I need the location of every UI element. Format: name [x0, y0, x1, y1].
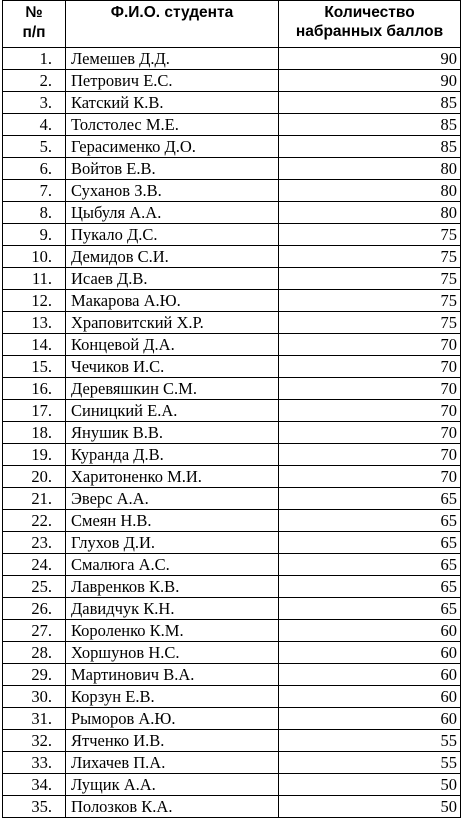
table-row	[3, 466, 461, 488]
score-cell: 60	[279, 664, 461, 686]
student-name-cell: Пукало Д.С.	[66, 224, 279, 246]
score-cell: 50	[279, 796, 461, 818]
score-cell: 65	[279, 532, 461, 554]
table-row	[3, 532, 461, 554]
row-number-cell: 22.	[3, 510, 66, 532]
student-name-cell: Суханов З.В.	[66, 180, 279, 202]
score-cell: 75	[279, 312, 461, 334]
header-number	[3, 1, 66, 48]
student-name-cell: Цыбуля А.А.	[66, 202, 279, 224]
score-cell: 70	[279, 466, 461, 488]
score-cell: 70	[279, 400, 461, 422]
table-row	[3, 224, 461, 246]
student-name-cell: Чечиков И.С.	[66, 356, 279, 378]
student-name-cell: Концевой Д.А.	[66, 334, 279, 356]
student-name-cell: Лемешев Д.Д.	[66, 48, 279, 70]
table-body	[3, 48, 461, 818]
table-row	[3, 400, 461, 422]
score-cell: 70	[279, 356, 461, 378]
table-row	[3, 334, 461, 356]
table-row	[3, 488, 461, 510]
header-number-line-1: №	[25, 4, 43, 21]
score-cell: 55	[279, 730, 461, 752]
row-number-cell: 31.	[3, 708, 66, 730]
row-number-cell: 24.	[3, 554, 66, 576]
row-number-cell: 15.	[3, 356, 66, 378]
row-number-cell: 30.	[3, 686, 66, 708]
table-row	[3, 268, 461, 290]
row-number-cell: 28.	[3, 642, 66, 664]
table-row	[3, 312, 461, 334]
score-cell: 60	[279, 642, 461, 664]
row-number-cell: 8.	[3, 202, 66, 224]
header-score-line-1: Количество	[324, 4, 415, 21]
score-cell: 65	[279, 576, 461, 598]
row-number-cell: 11.	[3, 268, 66, 290]
table-row	[3, 180, 461, 202]
row-number-cell: 23.	[3, 532, 66, 554]
table-row	[3, 158, 461, 180]
student-name-cell: Войтов Е.В.	[66, 158, 279, 180]
table-row	[3, 796, 461, 818]
table-row	[3, 686, 461, 708]
row-number-cell: 33.	[3, 752, 66, 774]
score-cell: 60	[279, 686, 461, 708]
score-cell: 65	[279, 488, 461, 510]
row-number-cell: 25.	[3, 576, 66, 598]
student-name-cell: Смеян Н.В.	[66, 510, 279, 532]
student-name-cell: Глухов Д.И.	[66, 532, 279, 554]
student-name-cell: Эверс А.А.	[66, 488, 279, 510]
table-row	[3, 290, 461, 312]
student-name-cell: Давидчук К.Н.	[66, 598, 279, 620]
student-name-cell: Макарова А.Ю.	[66, 290, 279, 312]
header-score-line-2: набранных баллов	[295, 23, 444, 40]
table-row	[3, 136, 461, 158]
score-cell: 70	[279, 422, 461, 444]
row-number-cell: 27.	[3, 620, 66, 642]
score-cell: 80	[279, 158, 461, 180]
row-number-cell: 19.	[3, 444, 66, 466]
row-number-cell: 7.	[3, 180, 66, 202]
row-number-cell: 29.	[3, 664, 66, 686]
table-row	[3, 554, 461, 576]
score-cell: 65	[279, 554, 461, 576]
row-number-cell: 2.	[3, 70, 66, 92]
score-cell: 85	[279, 114, 461, 136]
score-cell: 65	[279, 598, 461, 620]
row-number-cell: 1.	[3, 48, 66, 70]
table-row	[3, 642, 461, 664]
students-scores-table	[2, 0, 461, 818]
row-number-cell: 20.	[3, 466, 66, 488]
row-number-cell: 35.	[3, 796, 66, 818]
score-cell: 50	[279, 774, 461, 796]
student-name-cell: Деревяшкин С.М.	[66, 378, 279, 400]
score-cell: 60	[279, 708, 461, 730]
table-row	[3, 246, 461, 268]
table-row	[3, 378, 461, 400]
table-row	[3, 620, 461, 642]
score-cell: 90	[279, 70, 461, 92]
table-row	[3, 598, 461, 620]
table-row	[3, 114, 461, 136]
table-row	[3, 444, 461, 466]
student-name-cell: Куранда Д.В.	[66, 444, 279, 466]
score-cell: 70	[279, 378, 461, 400]
table-row	[3, 730, 461, 752]
row-number-cell: 18.	[3, 422, 66, 444]
score-cell: 75	[279, 290, 461, 312]
student-name-cell: Храповитский Х.Р.	[66, 312, 279, 334]
score-cell: 90	[279, 48, 461, 70]
row-number-cell: 5.	[3, 136, 66, 158]
table-row	[3, 422, 461, 444]
student-name-cell: Толстолес М.Е.	[66, 114, 279, 136]
student-name-cell: Мартинович В.А.	[66, 664, 279, 686]
student-name-cell: Корзун Е.В.	[66, 686, 279, 708]
student-name-cell: Короленко К.М.	[66, 620, 279, 642]
row-number-cell: 32.	[3, 730, 66, 752]
student-name-cell: Лавренков К.В.	[66, 576, 279, 598]
row-number-cell: 34.	[3, 774, 66, 796]
score-cell: 65	[279, 510, 461, 532]
student-name-cell: Харитоненко М.И.	[66, 466, 279, 488]
student-name-cell: Ятченко И.В.	[66, 730, 279, 752]
score-cell: 75	[279, 268, 461, 290]
header-student-name-text: Ф.И.О. студента	[110, 4, 234, 21]
table-row	[3, 202, 461, 224]
score-cell: 70	[279, 444, 461, 466]
table-header-row	[3, 1, 461, 48]
student-name-cell: Петрович Е.С.	[66, 70, 279, 92]
table-row	[3, 774, 461, 796]
table-row	[3, 576, 461, 598]
student-name-cell: Синицкий Е.А.	[66, 400, 279, 422]
student-name-cell: Рыморов А.Ю.	[66, 708, 279, 730]
table-row	[3, 356, 461, 378]
row-number-cell: 21.	[3, 488, 66, 510]
table-row	[3, 752, 461, 774]
row-number-cell: 6.	[3, 158, 66, 180]
student-name-cell: Лущик А.А.	[66, 774, 279, 796]
score-cell: 70	[279, 334, 461, 356]
table-row	[3, 48, 461, 70]
score-cell: 85	[279, 136, 461, 158]
table-row	[3, 664, 461, 686]
row-number-cell: 17.	[3, 400, 66, 422]
student-name-cell: Демидов С.И.	[66, 246, 279, 268]
row-number-cell: 16.	[3, 378, 66, 400]
student-name-cell: Герасименко Д.О.	[66, 136, 279, 158]
score-cell: 85	[279, 92, 461, 114]
score-cell: 75	[279, 224, 461, 246]
student-name-cell: Лихачев П.А.	[66, 752, 279, 774]
header-number-line-2: п/п	[22, 24, 46, 41]
row-number-cell: 9.	[3, 224, 66, 246]
score-cell: 60	[279, 620, 461, 642]
score-cell: 80	[279, 180, 461, 202]
row-number-cell: 3.	[3, 92, 66, 114]
score-cell: 80	[279, 202, 461, 224]
row-number-cell: 10.	[3, 246, 66, 268]
row-number-cell: 12.	[3, 290, 66, 312]
student-name-cell: Полозков К.А.	[66, 796, 279, 818]
header-score	[279, 1, 461, 48]
row-number-cell: 26.	[3, 598, 66, 620]
student-name-cell: Катский К.В.	[66, 92, 279, 114]
student-name-cell: Янушик В.В.	[66, 422, 279, 444]
score-cell: 75	[279, 246, 461, 268]
row-number-cell: 14.	[3, 334, 66, 356]
header-student-name	[66, 1, 279, 48]
row-number-cell: 13.	[3, 312, 66, 334]
table-row	[3, 510, 461, 532]
student-name-cell: Исаев Д.В.	[66, 268, 279, 290]
score-cell: 55	[279, 752, 461, 774]
table-row	[3, 92, 461, 114]
student-name-cell: Хоршунов Н.С.	[66, 642, 279, 664]
row-number-cell: 4.	[3, 114, 66, 136]
table-row	[3, 70, 461, 92]
table-row	[3, 708, 461, 730]
student-name-cell: Смалюга А.С.	[66, 554, 279, 576]
